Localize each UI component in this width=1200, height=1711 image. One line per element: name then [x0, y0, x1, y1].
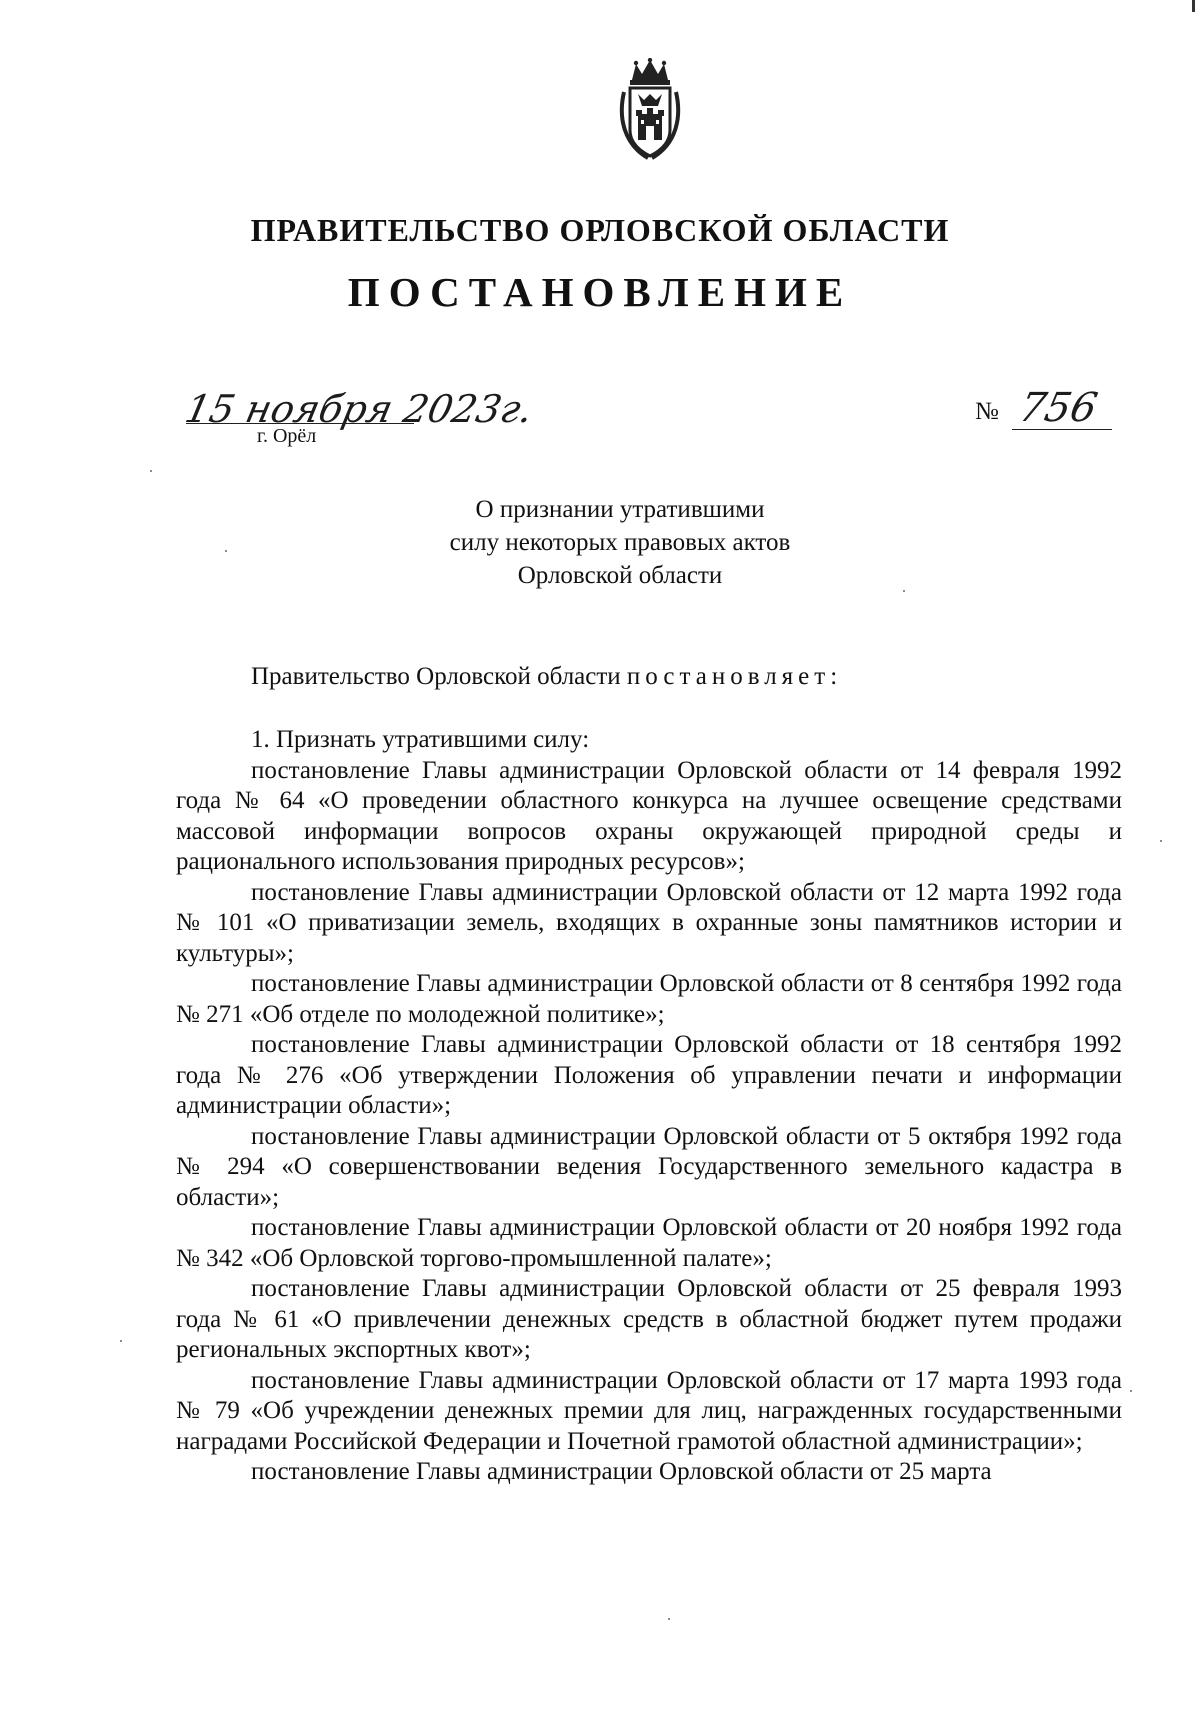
number-label: № [975, 398, 999, 425]
act-paragraph: постановление Главы администрации Орловской области от 12 марта 1992 года № 101 «О приватизации земель, входящих в охранные зоны памятников истории и культуры»; [176, 878, 1122, 967]
subject-line: О признании утратившими [475, 496, 765, 523]
act-paragraph: постановление Главы администрации Орловской области от 8 сентября 1992 года № 271 «Об отделе по молодежной политике»; [176, 970, 1122, 1028]
coat-of-arms-icon [618, 58, 682, 162]
number-underline [1012, 429, 1112, 430]
act-paragraph: постановление Главы администрации Орловской области от 25 марта [251, 1458, 992, 1485]
scan-speck [1130, 1390, 1132, 1392]
handwritten-date: 15 ноября 2023г. [181, 387, 537, 431]
preamble-text: Правительство Орловской области [251, 663, 621, 690]
act-paragraph: постановление Главы администрации Орловской области от 18 сентября 1992 года № 276 «Об утверждении Положения об управлении печати и информации администрации области»; [176, 1031, 1122, 1119]
scan-speck [150, 470, 152, 472]
preamble-spaced-verb: постановляет: [626, 663, 843, 690]
city-label: г. Орёл [257, 425, 317, 447]
handwritten-number: 756 [1015, 385, 1102, 431]
item-heading: 1. Признать утратившими силу: [251, 726, 590, 753]
act-paragraph: постановление Главы администрации Орловской области от 25 февраля 1993 года № 61 «О привлечении денежных средств в областной бюджет путем продажи региональных экспортных квот»; [176, 1275, 1122, 1363]
subject-line: силу некоторых правовых актов [449, 529, 791, 556]
document-type-heading: ПОСТАНОВЛЕНИЕ [347, 269, 853, 315]
scan-speck [1160, 840, 1162, 842]
act-paragraph: постановление Главы администрации Орловской области от 14 февраля 1992 года № 64 «О проведении областного конкурса на лучшее освещение средствами массовой информации вопросов охраны окружающей природной среды и рационального использования природных ресурсов»; [176, 756, 1122, 875]
subject-line: Орловской области [517, 562, 723, 589]
date-underline [186, 423, 414, 424]
scan-mark [1192, 0, 1195, 12]
scan-speck [120, 1340, 122, 1342]
document-subject [360, 493, 880, 592]
preamble [251, 663, 842, 691]
scan-speck [668, 1618, 670, 1620]
document-body [176, 725, 1122, 1488]
act-paragraph: постановление Главы администрации Орловской области от 20 ноября 1992 года № 342 «Об Орловской торгово-промышленной палате»; [176, 1214, 1122, 1272]
act-paragraph: постановление Главы администрации Орловской области от 5 октября 1992 года № 294 «О совершенствовании ведения Государственного земельного кадастра в области»; [176, 1122, 1122, 1211]
organization-title: ПРАВИТЕЛЬСТВО ОРЛОВСКОЙ ОБЛАСТИ [250, 212, 950, 248]
scan-speck [903, 590, 905, 592]
act-paragraph: постановление Главы администрации Орловской области от 17 марта 1993 года № 79 «Об учреждении денежных премии для лиц, награжденных государственными наградами Российской Федерации и Почетной грамотой областной администрации»; [176, 1366, 1122, 1455]
scan-speck [225, 550, 227, 552]
